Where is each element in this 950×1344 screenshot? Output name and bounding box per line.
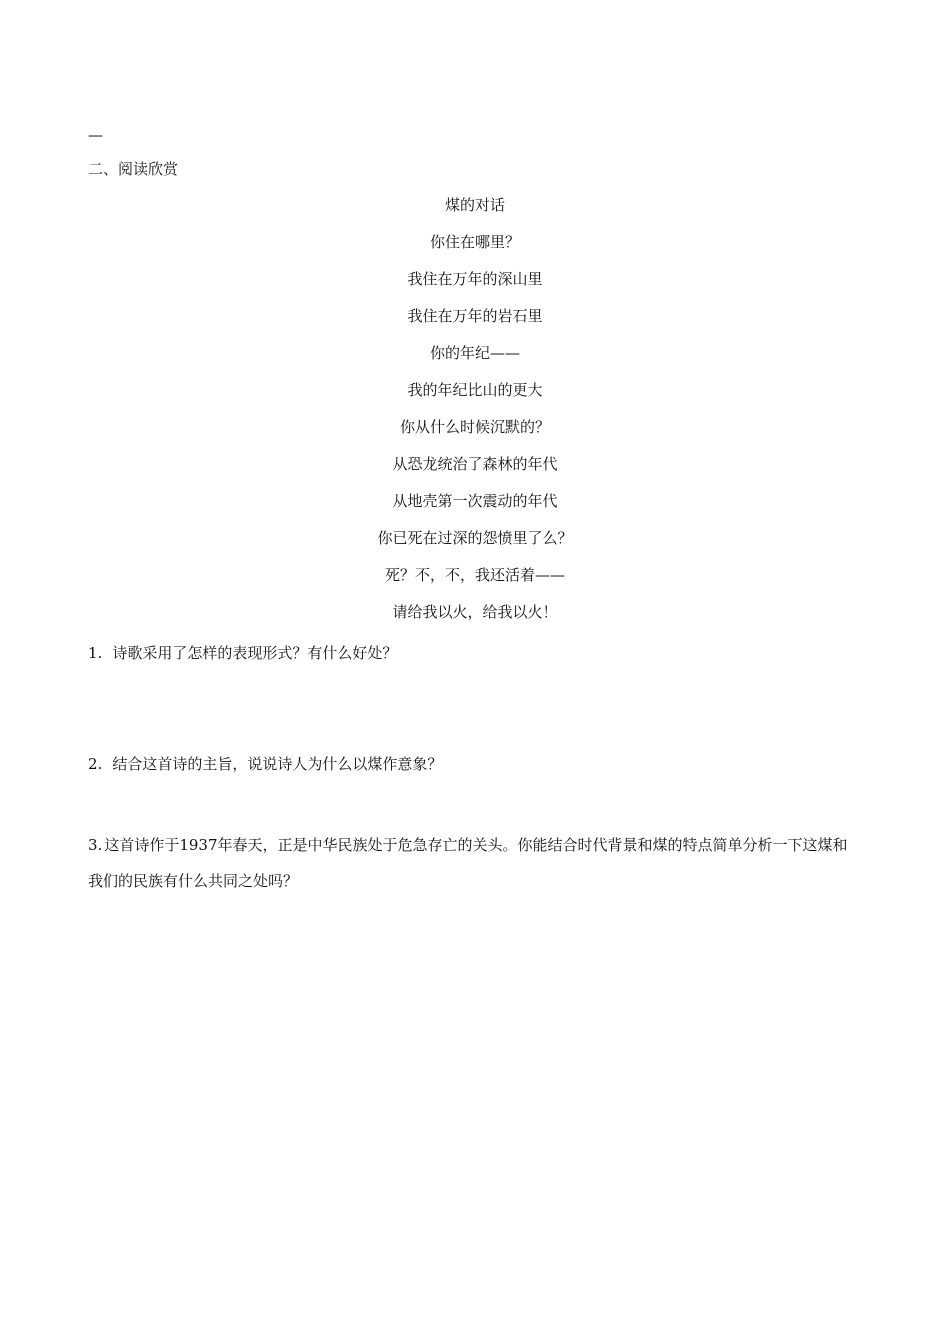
poem-line: 死？不，不，我还活着——	[384, 566, 565, 584]
question-2	[88, 753, 858, 775]
question-3	[88, 827, 858, 899]
poem-line: 我住在万年的深山里	[407, 270, 543, 288]
question-number: 2.	[88, 755, 103, 773]
question-1	[88, 642, 858, 664]
poem-line: 请给我以火，给我以火！	[392, 603, 558, 621]
poem-line: 我住在万年的岩石里	[407, 307, 543, 325]
section-heading: 二、阅读欣赏	[88, 160, 179, 178]
poem-line: 从恐龙统治了森林的年代	[392, 455, 558, 473]
question-text: 这首诗作于1937年春天，正是中华民族处于危急存亡的关头。你能结合时代背景和煤的特点简单分析一下这煤和我们的民族有什么共同之处吗？	[88, 836, 848, 890]
poem	[0, 193, 950, 637]
poem-line: 从地壳第一次震动的年代	[392, 492, 558, 510]
poem-title: 煤的对话	[444, 196, 505, 214]
poem-line: 你住在哪里？	[429, 233, 520, 251]
question-number: 3.	[88, 836, 103, 854]
poem-line: 你已死在过深的怨愤里了么？	[377, 529, 573, 547]
question-text: 诗歌采用了怎样的表现形式？有什么好处？	[112, 644, 398, 662]
poem-line: 你从什么时候沉默的？	[399, 418, 550, 436]
poem-line: 你的年纪——	[429, 344, 520, 362]
question-number: 1.	[88, 644, 103, 662]
top-dash-mark: —	[88, 126, 103, 144]
poem-line: 我的年纪比山的更大	[407, 381, 543, 399]
question-text: 结合这首诗的主旨，说说诗人为什么以煤作意象？	[112, 755, 443, 773]
